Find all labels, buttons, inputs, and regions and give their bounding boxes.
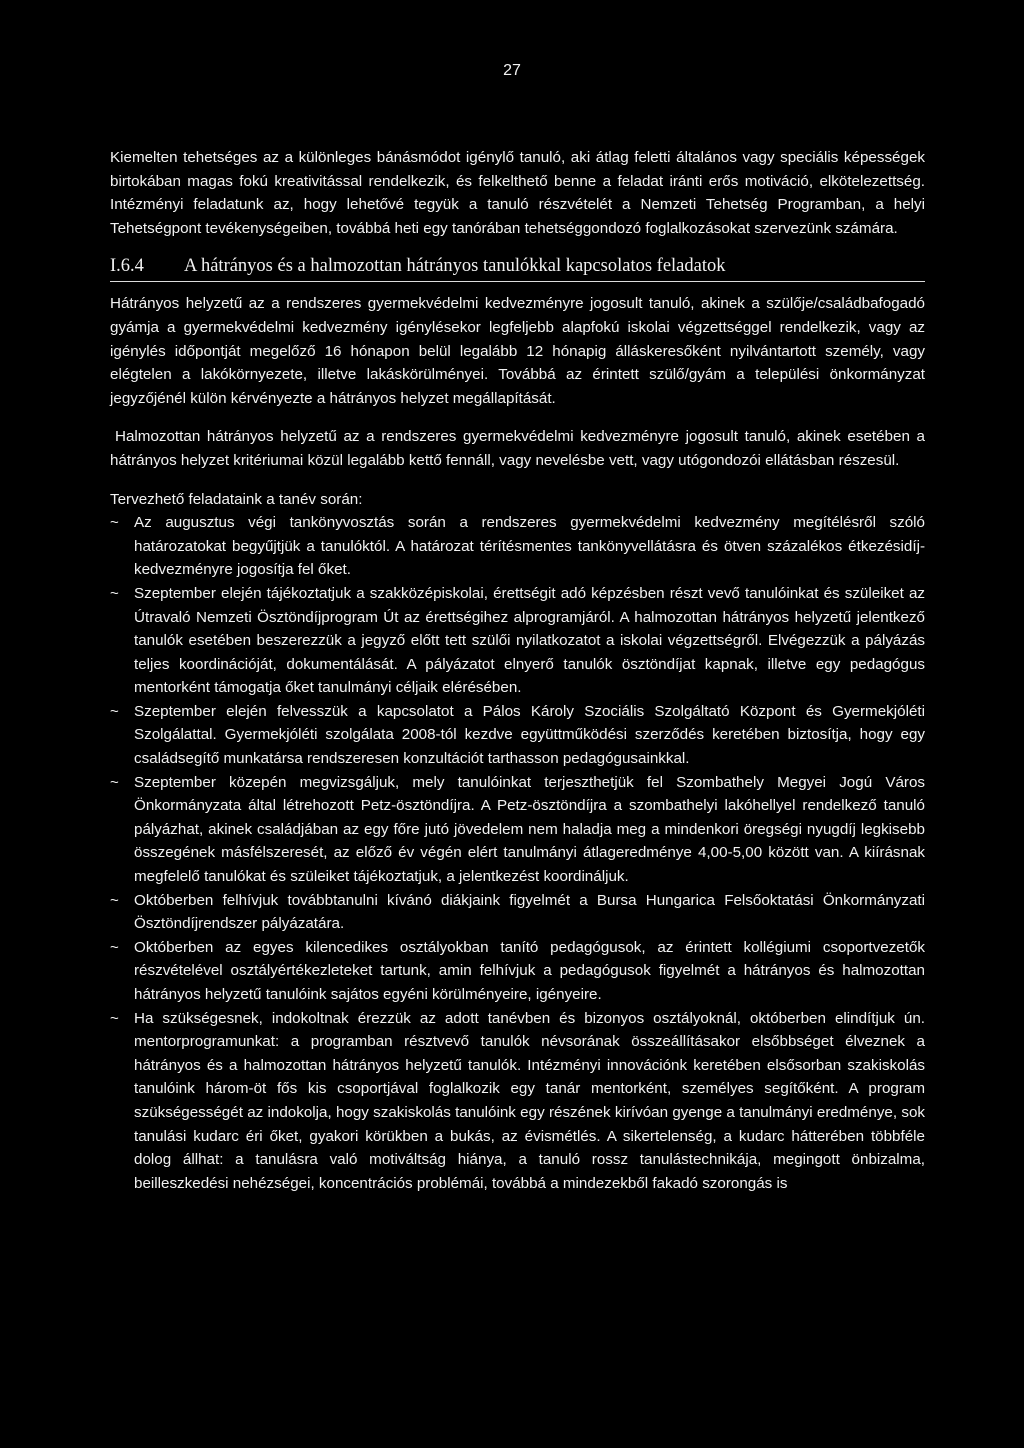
section-heading [110, 253, 925, 282]
section-title: A hátrányos és a halmozottan hátrányos tanulókkal kapcsolatos feladatok [184, 256, 726, 277]
tasks-intro: Tervezhető feladataink a tanév során: [110, 490, 363, 508]
tilde-bullet-icon: ~ [110, 584, 119, 602]
list-item [110, 889, 925, 936]
tasks-list [110, 511, 925, 1195]
list-item [110, 582, 925, 700]
tilde-bullet-icon: ~ [110, 702, 119, 720]
paragraph-multiply-disadvantaged: Halmozottan hátrányos helyzetű az a rendszeres gyermekvédelmi kedvezményre jogosult tanuló, akinek esetében a hátrányos helyzet kritériumai közül legalább kettő fennáll, vagy nevelésbe vett, vagy utógondozói ellátásban részesül. [110, 428, 925, 469]
list-item-text: Az augusztus végi tankönyvosztás során a rendszeres gyermekvédelmi kedvezmény megítélésről szóló határozatokat begyűjtjük a tanulóktól. A határozat térítésmentes tankönyvellátásra és ötven százalékos étkezésidíj-kedvezményre jogosítja fel őket. [134, 514, 925, 579]
list-item [110, 771, 925, 889]
list-item [110, 936, 925, 1007]
list-item-text: Októberben felhívjuk továbbtanulni kívánó diákjaink figyelmét a Bursa Hungarica Felsőoktatási Önkormányzati Ösztöndíjrendszer pályázatára. [134, 891, 925, 933]
list-item [110, 511, 925, 582]
list-item [110, 700, 925, 771]
tilde-bullet-icon: ~ [110, 938, 119, 956]
tilde-bullet-icon: ~ [110, 1009, 119, 1027]
section-number: I.6.4 [110, 256, 144, 277]
list-item-text: Októberben az egyes kilencedikes osztályokban tanító pedagógusok, az érintett kollégiumi csoportvezetők részvételével osztályértékezleteket tartunk, amin felhívjuk a pedagógusok figyelmét a hátrányos és halmozottan hátrányos helyzetű tanulóink sajátos egyéni körülményeire, igényeire. [134, 938, 925, 1003]
tilde-bullet-icon: ~ [110, 891, 119, 909]
document-body [110, 146, 925, 1195]
list-item-text: Szeptember elején tájékoztatjuk a szakközépiskolai, érettségit adó képzésben részt vevő tanulóinkat és szüleiket az Útravaló Nemzeti Ösztöndíjprogram Út az érettségihez alprogramjáról. A halmozottan hátrányos helyzetű jelentkező tanulók esetében beszerezzük a jegyző előtt tett szülői nyilatkozatot a iskolai végzettségről. Elvégezzük a pályázás teljes koordinációját, dokumentálását. A pályázatot elnyerő tanulók ösztöndíjat kapnak, illetve egy pedagógus mentorként támogatja őket tanulmányi céljaik elérésében. [134, 584, 925, 697]
tilde-bullet-icon: ~ [110, 773, 119, 791]
page-number: 27 [503, 62, 521, 79]
list-item [110, 1007, 925, 1196]
list-item-text: Ha szükségesnek, indokoltnak érezzük az adott tanévben és bizonyos osztályoknál, októberben elindítjuk ún. mentorprogramunkat: a programban résztvevő tanulók névsorának összeállításakor elsőbbséget élveznek a hátrányos és a halmozottan hátrányos helyzetű tanulók. Intézményi innovációnk keretében elsősorban szakiskolás tanulóink három-öt fős kis csoportjával foglalkozik egy tanár mentorként, személyes segítőként. A program szükségességét az indokolja, hogy szakiskolás tanulóink egy részének kirívóan gyenge a tanulmányi eredménye, sok tanulási kudarc éri őket, gyakori körükben a bukás, az évismétlés. A sikertelenség, a kudarc hátterében többféle dolog állhat: a tanulásra való motiváltság hiánya, a tanuló rossz tanulástechnikája, megingott önbizalma, beilleszkedési nehézségei, koncentrációs problémái, továbbá a mindezekből fakadó szorongás is [134, 1009, 925, 1192]
tilde-bullet-icon: ~ [110, 514, 119, 532]
list-item-text: Szeptember közepén megvizsgáljuk, mely tanulóinkat terjeszthetjük fel Szombathely Megyei Jogú Város Önkormányzata által létrehozott Petz-ösztöndíjra. A Petz-ösztöndíjra a szombathelyi lakóhellyel rendelkező tanuló pályázhat, akinek családjában az egy főre jutó jövedelem nem haladja meg a mindenkori öregségi nyugdíj legkisebb összegének másfélszeresét, az előző év végén elért tanulmányi átlageredménye 4,00-5,00 között van. A kiírásnak megfelelő tanulókat és szüleiket tájékoztatjuk, a jelentkezést koordináljuk. [134, 773, 925, 886]
paragraph-disadvantaged: Hátrányos helyzetű az a rendszeres gyermekvédelmi kedvezményre jogosult tanuló, akinek a szülője/családbafogadó gyámja a gyermekvédelmi kedvezmény igénylésekor legfeljebb alapfokú iskolai végzettséggel rendelkezik, vagy az igénylés időpontját megelőző 16 hónapon belül legalább 12 hónapig álláskeresőként nyilvántartott személy, vagy elégtelen a lakókörnyezete, illetve lakáskörülményei. Továbbá az érintett szülő/gyám a települési önkormányzat jegyzőjénél külön kérvényezte a hátrányos helyzet megállapítását. [110, 295, 925, 407]
intro-paragraph: Kiemelten tehetséges az a különleges bánásmódot igénylő tanuló, aki átlag feletti általános vagy speciális képességek birtokában magas fokú kreativitással rendelkezik, és felkelthető benne a feladat iránti erős motiváció, elkötelezettség. Intézményi feladatunk az, hogy lehetővé tegyük a tanuló részvételét a Nemzeti Tehetség Programban, a helyi Tehetségpont tevékenységeiben, továbbá heti egy tanórában tehetséggondozó foglalkozásokat szervezünk számára. [110, 149, 925, 237]
list-item-text: Szeptember elején felvesszük a kapcsolatot a Pálos Károly Szociális Szolgáltató Központ és Gyermekjóléti Szolgálattal. Gyermekjóléti szolgálata 2008-tól kezdve együttműködési szerződés keretében biztosítja, hogy egy családsegítő munkatársa rendszeresen konzultációt tarthasson pedagógusainkkal. [134, 702, 925, 768]
